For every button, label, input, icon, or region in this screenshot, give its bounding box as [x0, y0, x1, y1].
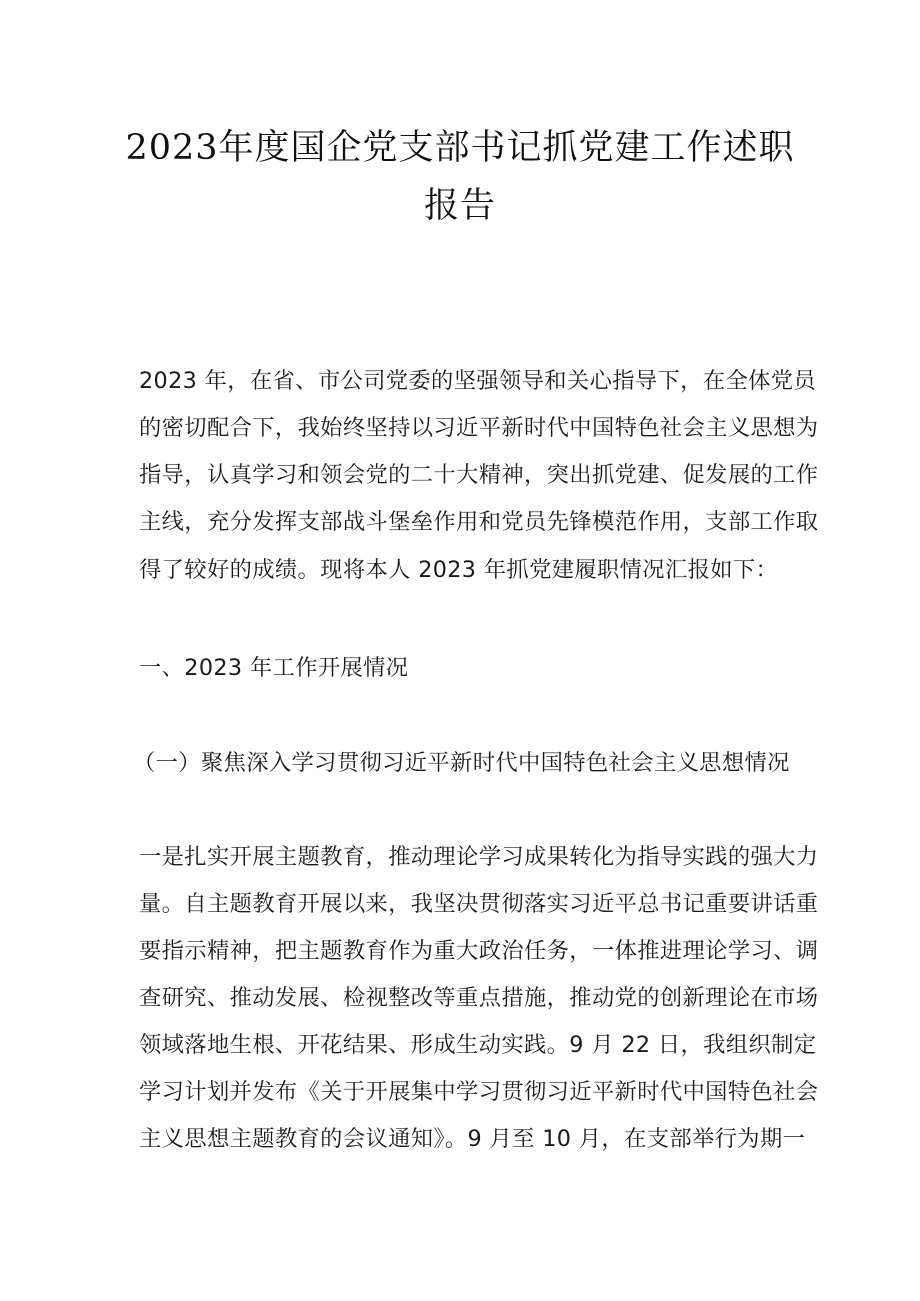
paragraph-line-5: 领域落地生根、开花结果、形成生动实践。9 月 22 日，我组织制定: [139, 1032, 817, 1058]
intro-line-2: 的密切配合下，我始终坚持以习近平新时代中国特色社会主义思想为: [139, 415, 819, 441]
intro-line-1: 2023 年，在省、市公司党委的坚强领导和关心指导下，在全体党员: [139, 368, 817, 394]
subsection-heading: （一）聚焦深入学习贯彻习近平新时代中国特色社会主义思想情况: [133, 750, 790, 776]
document-title-line-1: 2023年度国企党支部书记抓党建工作述职: [125, 128, 795, 168]
intro-line-3: 指导，认真学习和领会党的二十大精神，突出抓党建、促发展的工作: [139, 462, 819, 488]
section-heading: 一、2023 年工作开展情况: [139, 655, 409, 681]
paragraph-line-4: 查研究、推动发展、检视整改等重点措施，推动党的创新理论在市场: [139, 985, 819, 1011]
document-title-line-2: 报告: [423, 186, 496, 226]
paragraph-line-3: 要指示精神，把主题教育作为重大政治任务，一体推进理论学习、调: [139, 938, 819, 964]
paragraph-line-1: 一是扎实开展主题教育，推动理论学习成果转化为指导实践的强大力: [139, 844, 819, 870]
paragraph-line-7: 主义思想主题教育的会议通知》。9 月至 10 月，在支部举行为期一: [139, 1126, 806, 1152]
intro-line-4: 主线，充分发挥支部战斗堡垒作用和党员先锋模范作用，支部工作取: [139, 509, 819, 535]
paragraph-line-6: 学习计划并发布《关于开展集中学习贯彻习近平新时代中国特色社会: [139, 1079, 819, 1105]
intro-line-5: 得了较好的成绩。现将本人 2023 年抓党建履职情况汇报如下：: [139, 557, 779, 583]
paragraph-line-2: 量。自主题教育开展以来，我坚决贯彻落实习近平总书记重要讲话重: [139, 891, 819, 917]
